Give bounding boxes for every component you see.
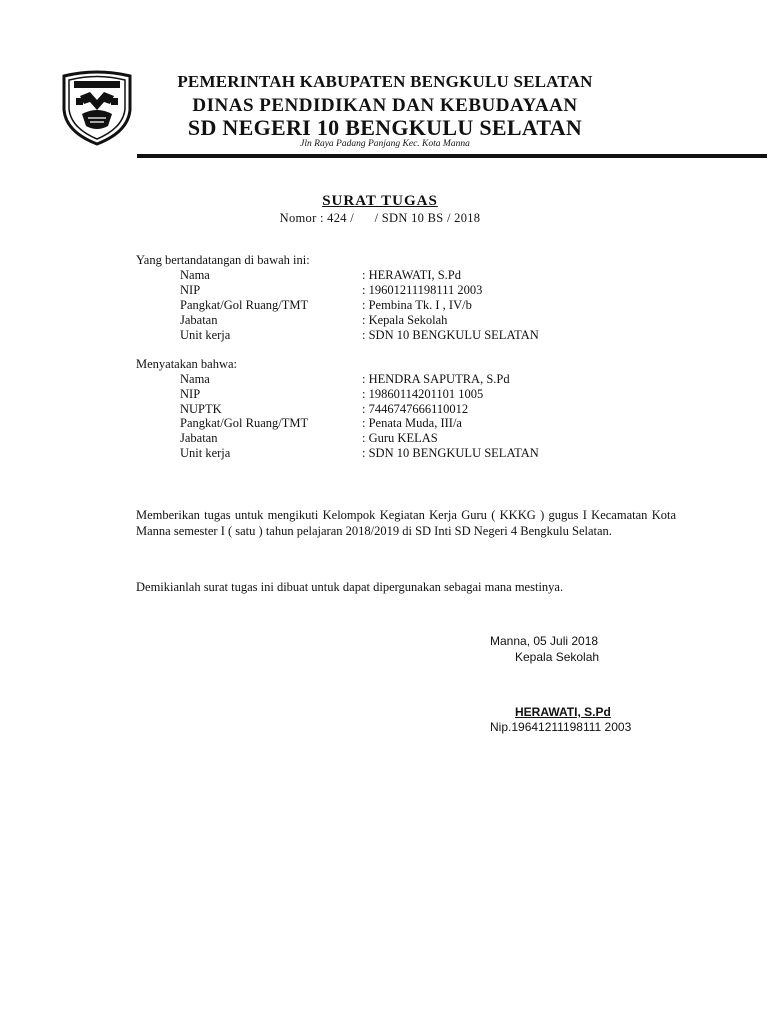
assignee-field-value: : 19860114201101 1005 bbox=[362, 387, 484, 401]
assignee-field-label: Jabatan bbox=[180, 431, 218, 445]
signer-position: Kepala Sekolah bbox=[515, 650, 600, 664]
signer-field-value: : HERAWATI, S.Pd bbox=[362, 268, 462, 282]
assignee-intro: Menyatakan bahwa: bbox=[136, 357, 238, 371]
assignee-field-value: : SDN 10 BENGKULU SELATAN bbox=[362, 446, 539, 460]
signer-nip: Nip.19641211198111 2003 bbox=[490, 720, 632, 734]
signer-field-label: Unit kerja bbox=[180, 328, 231, 342]
letterhead-school: SD NEGERI 10 BENGKULU SELATAN bbox=[187, 115, 583, 140]
letter-number: Nomor : 424 / / SDN 10 BS / 2018 bbox=[279, 211, 481, 225]
place-date: Manna, 05 Juli 2018 bbox=[490, 634, 599, 648]
signer-field-label: Pangkat/Gol Ruang/TMT bbox=[180, 298, 309, 312]
signer-field-value: : Kepala Sekolah bbox=[362, 313, 448, 327]
assignee-field-value: : Guru KELAS bbox=[362, 431, 438, 445]
regency-crest-icon bbox=[60, 70, 134, 146]
signer-intro: Yang bertandatangan di bawah ini: bbox=[136, 253, 310, 267]
assignee-field-value: : HENDRA SAPUTRA, S.Pd bbox=[362, 372, 510, 386]
assignee-field-label: Nama bbox=[180, 372, 210, 386]
letterhead-address: Jln Raya Padang Panjang Kec. Kota Manna bbox=[300, 139, 470, 149]
signer-field-value: : Pembina Tk. I , IV/b bbox=[362, 298, 472, 312]
assignee-field-label: Pangkat/Gol Ruang/TMT bbox=[180, 416, 309, 430]
assignee-field-value: : 7446747666110012 bbox=[362, 402, 469, 416]
letterhead-department: DINAS PENDIDIKAN DAN KEBUDAYAAN bbox=[192, 95, 578, 116]
closing-sentence: Demikianlah surat tugas ini dibuat untuk dapat dipergunakan sebagai mana mestinya. bbox=[136, 580, 564, 594]
assignee-field-label: NUPTK bbox=[180, 402, 222, 416]
signer-field-value: : 19601211198111 2003 bbox=[362, 283, 483, 297]
signer-field-label: Jabatan bbox=[180, 313, 218, 327]
signer-field-label: Nama bbox=[180, 268, 210, 282]
letterhead-divider bbox=[137, 154, 767, 158]
signer-name: HERAWATI, S.Pd bbox=[515, 705, 611, 719]
signer-field-label: NIP bbox=[180, 283, 201, 297]
letterhead-government: PEMERINTAH KABUPATEN BENGKULU SELATAN bbox=[177, 72, 593, 91]
signer-field-value: : SDN 10 BENGKULU SELATAN bbox=[362, 328, 539, 342]
assignment-paragraph: Memberikan tugas untuk mengikuti Kelompok Kegiatan Kerja Guru ( KKKG ) gugus I Kecamatan Kota Manna semester I ( satu ) tahun pelajaran 2018/2019 di SD Inti SD Negeri 4 Bengkulu Selatan. bbox=[136, 508, 676, 538]
assignee-field-label: Unit kerja bbox=[180, 446, 231, 460]
letter-title: SURAT TUGAS bbox=[322, 193, 438, 209]
assignee-field-label: NIP bbox=[180, 387, 201, 401]
assignee-field-value: : Penata Muda, III/a bbox=[362, 416, 462, 430]
